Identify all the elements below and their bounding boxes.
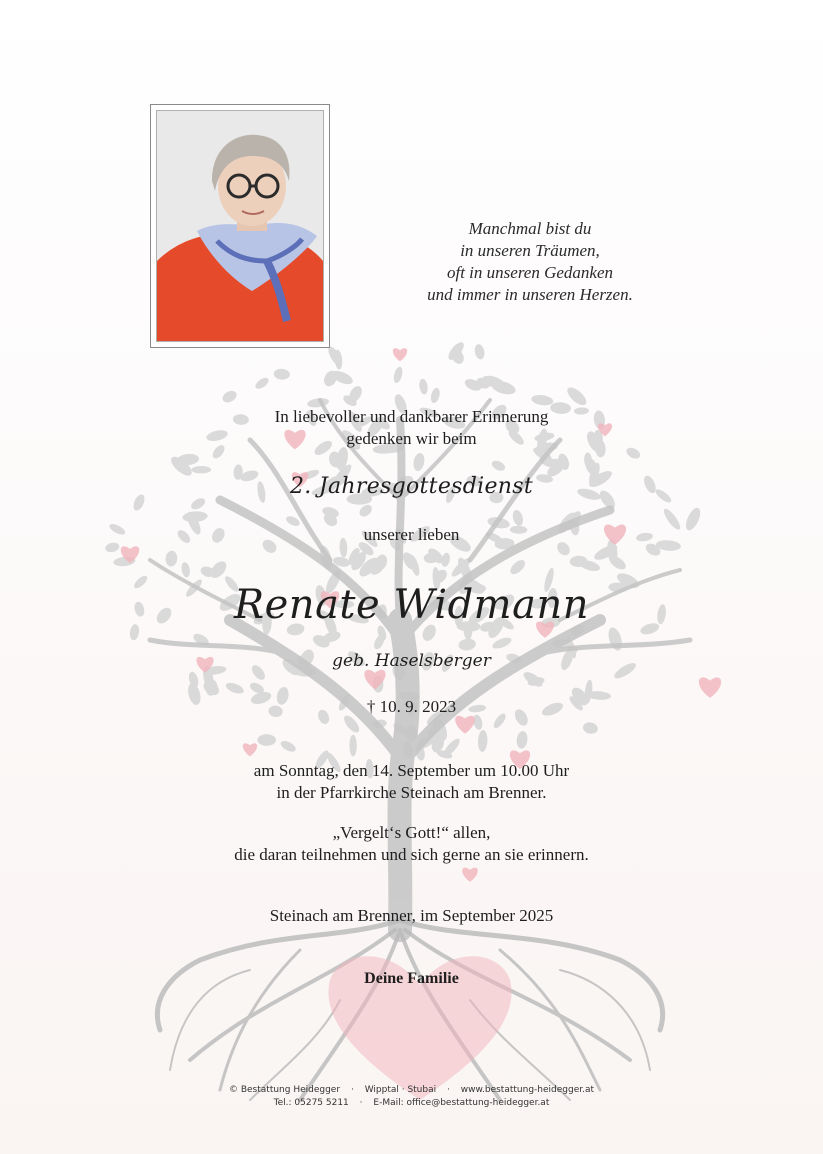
- death-date-line: [0, 696, 823, 718]
- leaf: [165, 550, 178, 567]
- heart-icon: [462, 868, 478, 882]
- portrait-photo-frame: [150, 104, 330, 348]
- event-line-2: in der Pfarrkirche Steinach am Brenner.: [276, 783, 547, 802]
- poem-line: und immer in unseren Herzen.: [427, 285, 633, 304]
- event-line-1: am Sonntag, den 14. September um 10.00 Uhr: [253, 761, 570, 780]
- poem-line: Manchmal bist du: [468, 219, 592, 238]
- leaf: [508, 557, 528, 576]
- leaf: [392, 366, 404, 384]
- leaf: [490, 459, 507, 473]
- service-title: 2. Jahresgottesdienst: [290, 474, 533, 499]
- footer-line-1: [0, 1084, 823, 1097]
- footer-phone: Tel.: 05275 5211: [273, 1098, 349, 1108]
- intro-line-2: gedenken wir beim: [346, 429, 477, 448]
- maiden-name: geb. Haselsberger: [332, 651, 491, 671]
- footer-copyright: © Bestattung Heidegger: [228, 1085, 341, 1095]
- leaf: [474, 343, 486, 360]
- memorial-poem: [405, 218, 655, 306]
- leaf: [224, 681, 245, 696]
- leaf: [582, 721, 599, 735]
- leaf: [191, 466, 211, 473]
- footer-region: Wipptal · Stubai: [364, 1085, 437, 1095]
- leaf: [349, 735, 356, 757]
- leaf: [180, 561, 191, 578]
- of-our-line: unserer lieben: [363, 525, 460, 544]
- leaf: [182, 511, 208, 523]
- deceased-name: Renate Widmann: [234, 582, 589, 628]
- footer-email-link[interactable]: E-Mail: office@bestattung-heidegger.at: [373, 1098, 550, 1108]
- footer-separator: ·: [350, 1085, 354, 1095]
- signature: Deine Familie: [364, 970, 459, 987]
- heart-icon: [243, 743, 257, 756]
- portrait-photo: [156, 110, 324, 342]
- leaf: [516, 731, 529, 750]
- footer-separator: ·: [447, 1085, 450, 1095]
- thanks-line-2: die daran teilnehmen und sich gerne an sie erinnern.: [234, 845, 589, 864]
- leaf: [254, 376, 271, 391]
- leaf: [458, 638, 477, 652]
- footer-website-link[interactable]: www.bestattung-heidegger.at: [460, 1085, 595, 1095]
- poem-line: oft in unseren Gedanken: [446, 263, 614, 282]
- leaf: [279, 739, 297, 754]
- leaf: [491, 635, 513, 650]
- leaf: [221, 388, 239, 404]
- heart-icon: [393, 348, 407, 361]
- heart-icon: [455, 716, 475, 734]
- intro-line-1: In liebevoller und dankbarer Erinnerung: [274, 407, 549, 426]
- leaf: [531, 394, 554, 407]
- leaf: [273, 368, 290, 380]
- footer-separator: ·: [359, 1098, 363, 1108]
- leaf: [412, 452, 426, 472]
- poem-line: in unseren Träumen,: [460, 241, 600, 260]
- heart-icon: [699, 677, 721, 697]
- cross-icon: †: [366, 697, 376, 716]
- leaf: [418, 378, 429, 395]
- place-date: Steinach am Brenner, im September 2025: [269, 906, 554, 925]
- thanks-line-1: „Vergelt‘s Gott!“ allen,: [332, 823, 491, 842]
- death-date: 10. 9. 2023: [379, 697, 457, 716]
- leaf: [477, 730, 488, 752]
- leaf: [257, 734, 276, 746]
- leaf: [357, 502, 374, 519]
- footer-line-2: [0, 1097, 823, 1110]
- leaf: [429, 387, 441, 404]
